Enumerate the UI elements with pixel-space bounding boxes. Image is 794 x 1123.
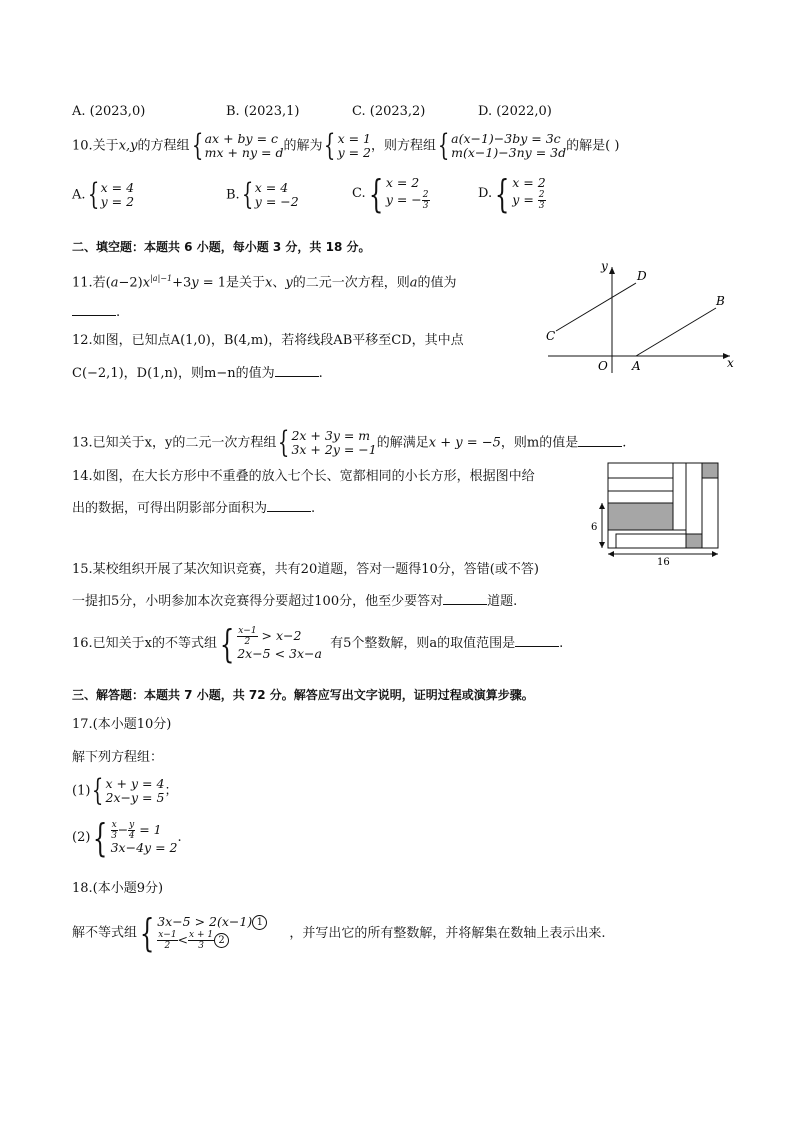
q17-part2: (2){ $\frac{x}{3}$ − $\frac{y}{4}$ = 1 3x−4y = 2 . [72, 815, 182, 860]
q18-question: 解不等式组{ 3x−5 > 2(x−1) 1 $\frac{x-1}{2}$ < $\frac{x + 1}{3}$ 2 ，并写出它的所有整数解，并将解集在数轴上表示出来. [72, 911, 606, 955]
q10-option-b: B.{ x = 4 y = −2 [226, 177, 299, 212]
fig12-label-x: x [727, 356, 734, 370]
figure-12-coordinate-plane [540, 255, 740, 375]
q18-title: 18.(本小题9分) [72, 881, 164, 896]
q17-title: 17.(本小题10分) [72, 717, 172, 732]
q9-option-b: B. (2023,1) [226, 104, 300, 119]
fig12-label-c: C [546, 329, 556, 343]
q10-option-c: C.{ x = 2 y = − $\frac{2}{3}$ [352, 171, 429, 216]
q14-line2: 出的数据，可得出阴影部分面积为 . [72, 501, 316, 516]
q12-line1: 12.如图，已知点A(1,0)，B(4,m)，若将线段AB平移至CD，其中点 [72, 333, 464, 348]
q9-option-c: C. (2023,2) [352, 104, 426, 119]
q10-option-a: A.{ x = 4 y = 2 [72, 177, 135, 212]
q10-question: 10.关于x,y的方程组{ ax + by = c mx + ny = d 的解为{ x = 1 y = 2 ，则方程组{ a(x−1)−3by = 3c m(x−1)−3ny = 3d 的解是( ) [72, 128, 620, 163]
q16-question: 16.已知关于x的不等式组{ $\frac{x-1}{2}$ > x−2 2x−5 < 3x−a 有5个整数解，则a的取值范围是 . [72, 621, 564, 666]
fig12-label-a: A [632, 359, 641, 373]
q9-option-d: D. (2022,0) [478, 104, 552, 119]
q11-answer-blank: . [72, 303, 120, 322]
fig12-label-b: B [716, 294, 725, 308]
fig12-label-origin: O [598, 359, 608, 373]
q12-line2: C(−2,1)，D(1,n)，则m−n的值为 . [72, 366, 323, 381]
q14-line1: 14.如图，在大长方形中不重叠的放入七个长、宽都相同的小长方形，根据图中给 [72, 469, 535, 484]
q10-option-d: D.{ x = 2 y = $\frac{2}{3}$ [478, 171, 546, 216]
section-3-heading: 三、解答题：本题共 7 小题，共 72 分。解答应写出文字说明，证明过程或演算步骤。 [72, 688, 534, 702]
fig12-label-y: y [601, 259, 608, 273]
fig14-label-height: 6 [591, 522, 598, 533]
q17-instruction: 解下列方程组： [72, 750, 164, 765]
q15-line2: 一提扣5分，小明参加本次竞赛得分要超过100分，他至少要答对 道题. [72, 594, 518, 609]
q11-question: 11.若$(a-2)x^{|a|-1}+3y = 1$是关于x、y的二元一次方程，则a的值为 [72, 274, 457, 291]
q15-line1: 15.某校组织开展了某次知识竞赛，共有20道题，答对一题得10分，答错(或不答) [72, 562, 539, 577]
q9-option-a: A. (2023,0) [72, 104, 146, 119]
q17-part1: (1){ x + y = 4 2x−y = 5 ； [72, 773, 178, 808]
section-2-heading: 二、填空题：本题共 6 小题，每小题 3 分，共 18 分。 [72, 240, 371, 254]
figure-14-rectangles [588, 458, 722, 568]
fig12-label-d: D [637, 269, 647, 283]
q13-question: 13.已知关于x，y的二元一次方程组{ 2x + 3y = m 3x + 2y = −1 的解满足x + y = −5，则m的值是 . [72, 425, 627, 460]
fig14-label-width: 16 [657, 557, 670, 568]
